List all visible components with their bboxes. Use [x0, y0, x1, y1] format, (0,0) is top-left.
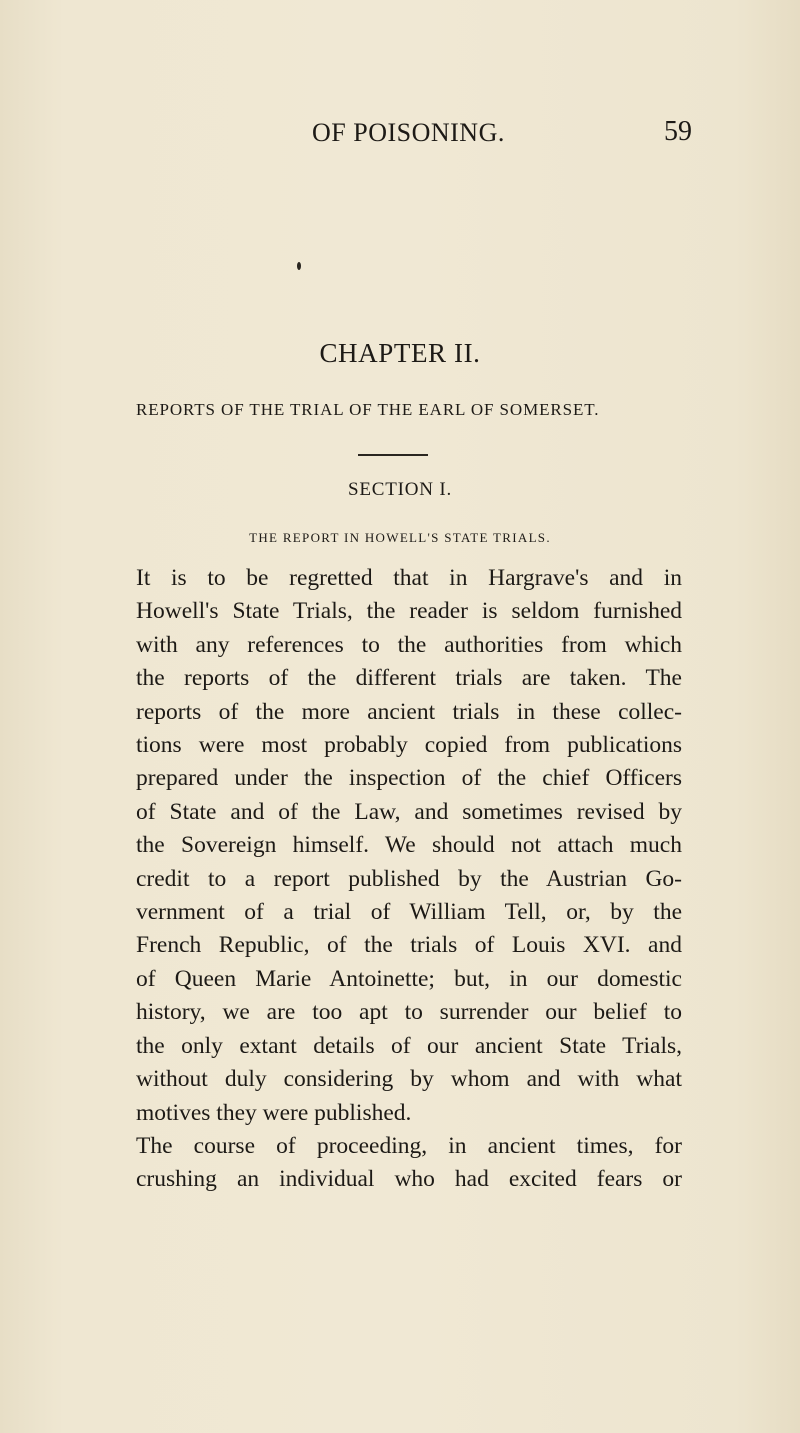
body-line: French Republic, of the trials of Louis XVI. and	[136, 932, 682, 959]
section-divider	[358, 454, 428, 456]
chapter-subtitle: REPORTS OF THE TRIAL OF THE EARL OF SOMERSET.	[136, 400, 600, 419]
section-title: SECTION I.	[347, 479, 453, 500]
body-line: prepared under the inspection of the chief Officers	[136, 765, 682, 792]
body-line: the reports of the different trials are taken. The	[136, 665, 682, 692]
body-line: of State and of the Law, and sometimes revised by	[136, 798, 682, 825]
body-line: tions were most probably copied from publications	[136, 732, 682, 759]
running-head: OF POISONING.	[312, 118, 505, 147]
ink-speck	[297, 262, 301, 270]
body-line: of Queen Marie Antoinette; but, in our domestic	[136, 965, 682, 992]
body-line: the only extant details of our ancient State Trials,	[136, 1032, 682, 1059]
body-line: Howell's State Trials, the reader is seldom furnished	[136, 598, 682, 625]
section-subtitle: THE REPORT IN HOWELL'S STATE TRIALS.	[249, 530, 551, 545]
body-line: crushing an individual who had excited fears or	[136, 1166, 682, 1193]
page-number: 59	[664, 116, 692, 147]
body-line: the Sovereign himself. We should not attach much	[136, 832, 682, 859]
chapter-title: CHAPTER II.	[319, 338, 481, 368]
body-text	[136, 562, 682, 1197]
body-line: It is to be regretted that in Hargrave's and in	[136, 565, 682, 591]
body-line: motives they were published.	[136, 1099, 412, 1126]
body-line: credit to a report published by the Austrian Go-	[136, 865, 682, 892]
body-line: without duly considering by whom and with what	[136, 1066, 682, 1093]
body-line: vernment of a trial of William Tell, or, by the	[136, 899, 682, 926]
body-line: with any references to the authorities from which	[136, 631, 682, 658]
body-line: The course of proceeding, in ancient times, for	[136, 1132, 682, 1159]
body-line: history, we are too apt to surrender our belief to	[136, 999, 682, 1026]
body-line: reports of the more ancient trials in these collec-	[136, 698, 682, 725]
